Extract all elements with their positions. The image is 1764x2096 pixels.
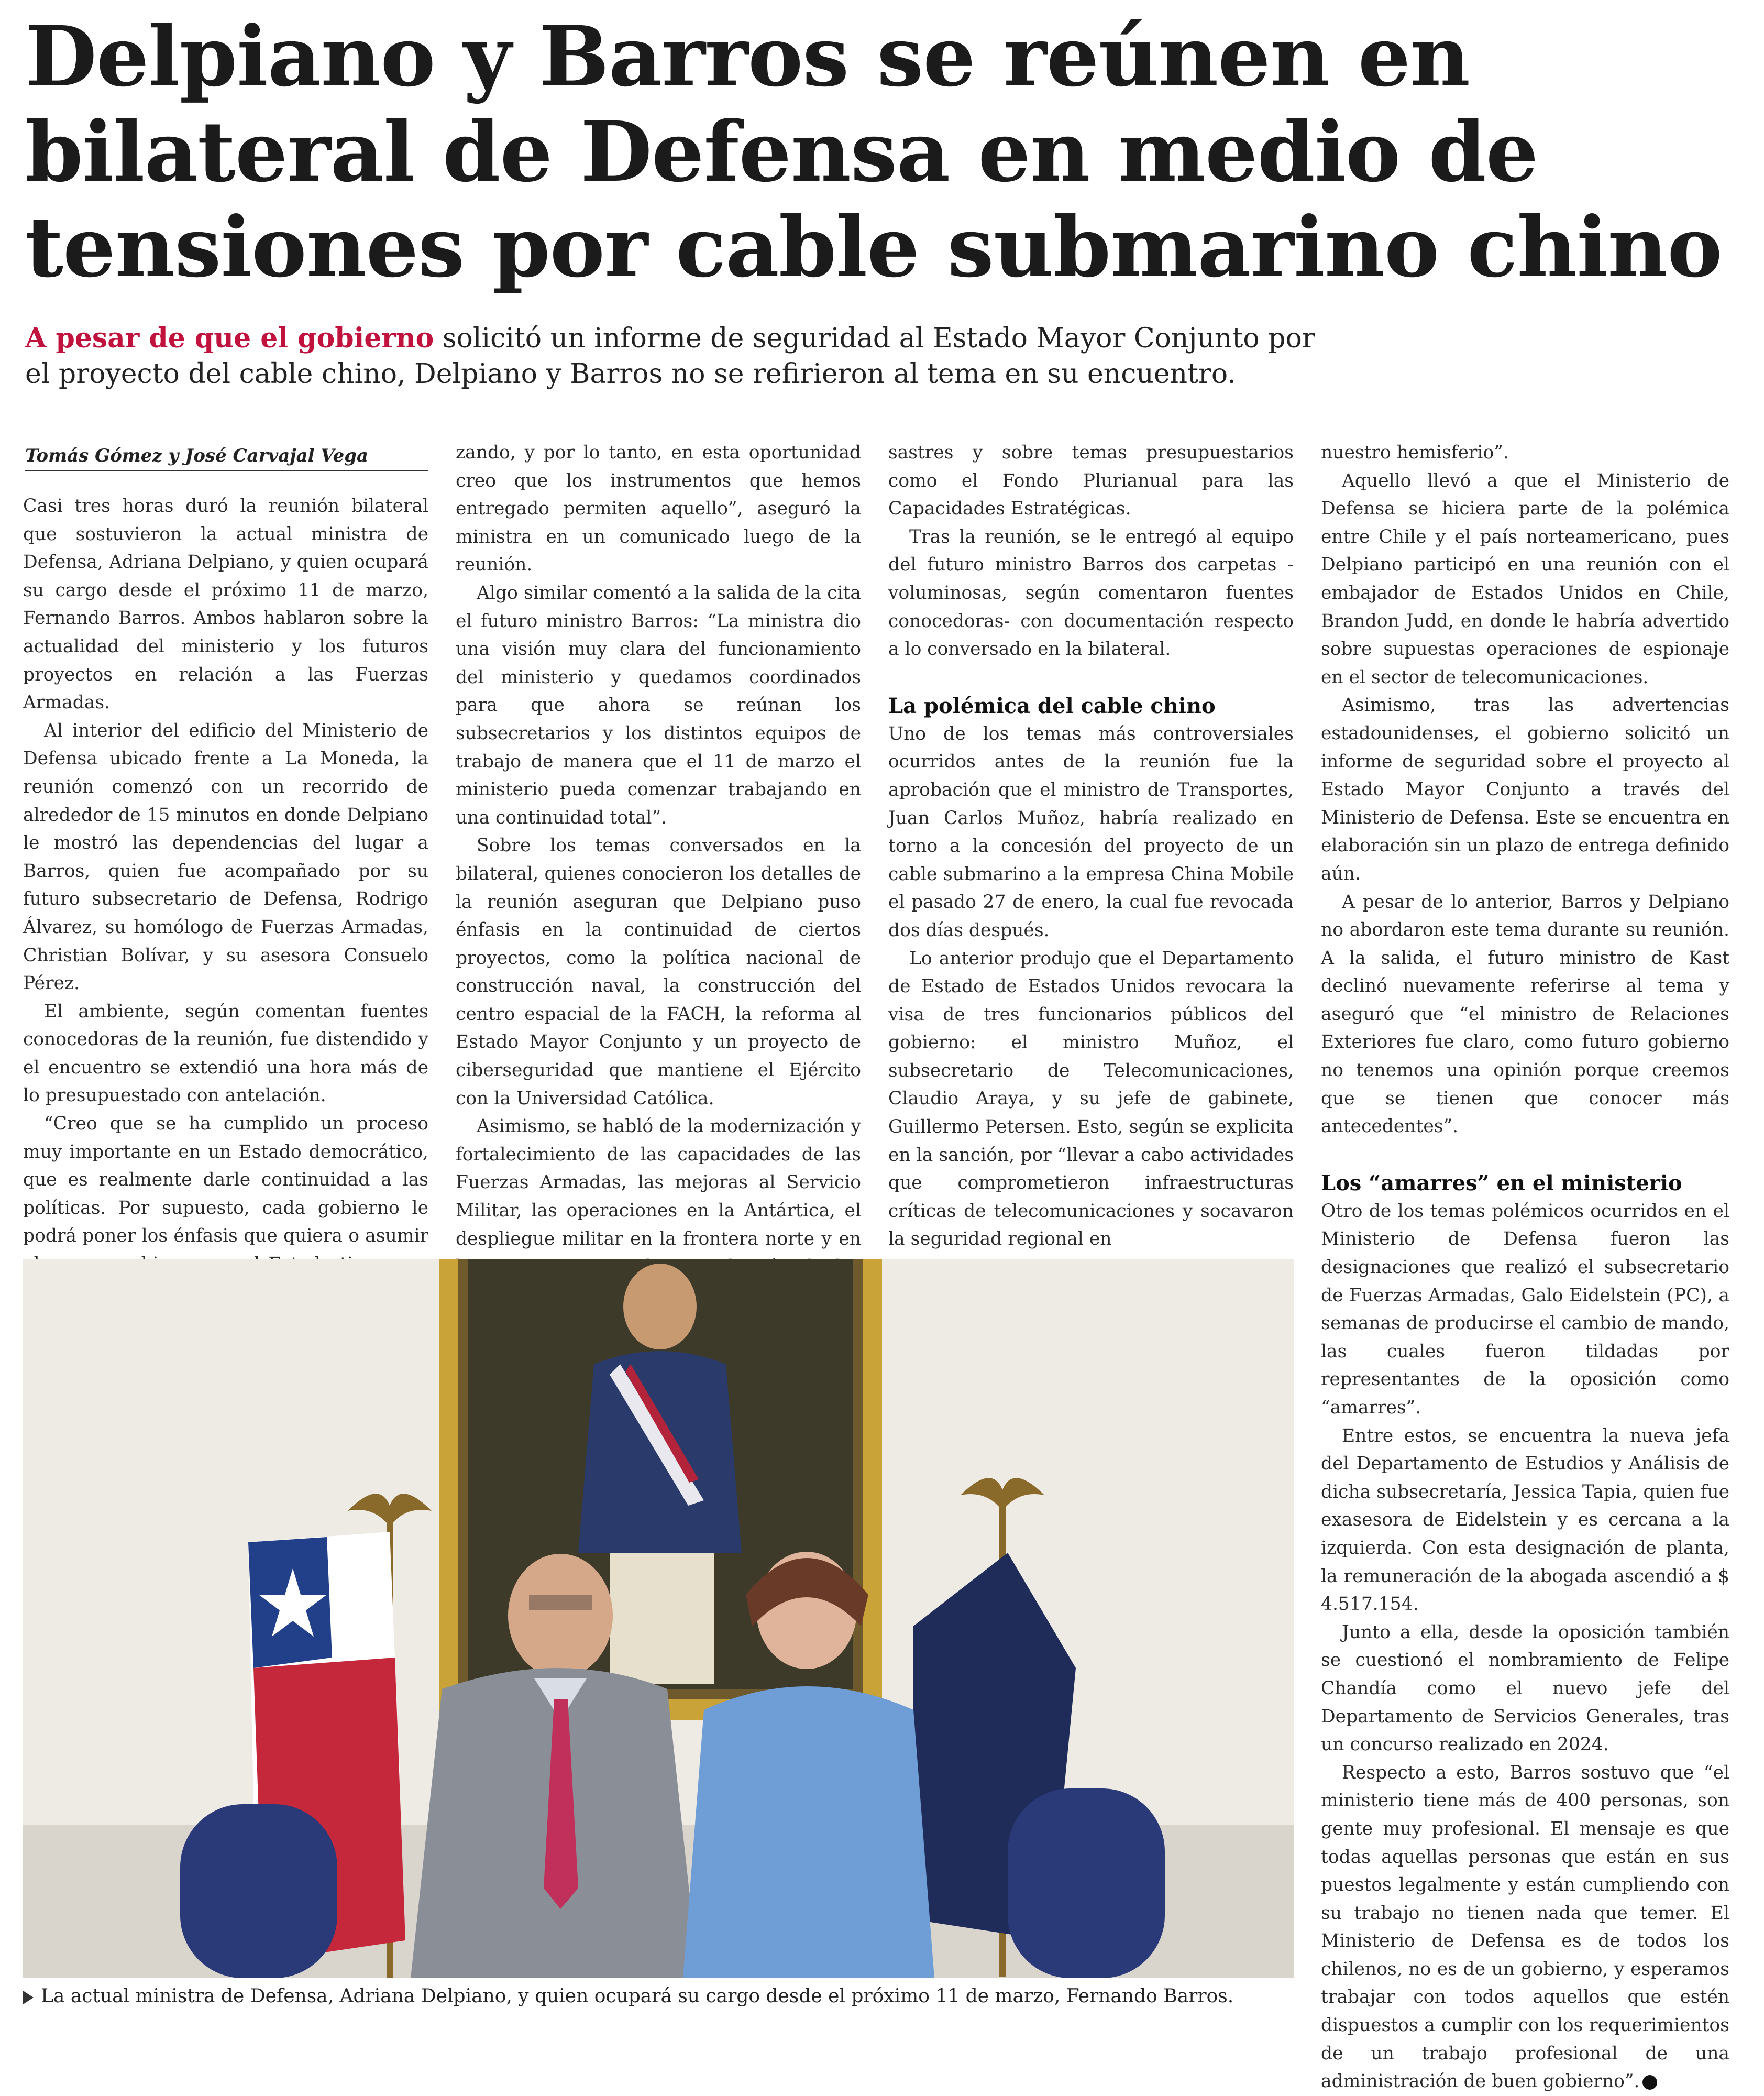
paragraph: Asimismo, se habló de la modernización y fortalecimiento de las capacidades de las Fuerzas Armadas, las mejoras al Servicio Militar, las operaciones en la Antártica, el despliegue militar en la frontera norte y en: [456, 1116, 861, 1249]
headline-line: tensiones por cable submarino chino: [25, 199, 1722, 296]
paragraph: Casi tres horas duró la reunión bilateral que sostuvieron la actual ministra de Defensa, Adriana Delpiano, y quien ocupará su cargo desde el próximo 11 de marzo, Fernando Barros. Ambos hablaron sobre la actualidad del ministerio y los futuros proyectos en relación a las Fuerzas Armadas.: [23, 496, 428, 714]
paragraph: Tras la reunión, se le entregó al equipo del futuro ministro Barros dos carpetas -voluminosas, según comentaron fuentes conocedoras- con documentación respecto a lo conversado en la bilateral.: [888, 526, 1294, 660]
article-column-4: [1321, 439, 1729, 2096]
paragraph: zando, y por lo tanto, en esta oportunidad creo que los instrumentos que hemos entregado permiten aquello”, aseguró la ministra en un comunicado luego de la reunión.: [456, 442, 861, 576]
paragraph: Respecto a esto, Barros sostuvo que “el ministerio tiene más de 400 personas, son gente muy profesional. El mensaje es que todas aquellas personas que están en sus puestos legalmente y están cumpliendo con su trabajo no tienen nada que temer. El Ministerio de Defensa es de todos los chilenos, no es de un gobierno, y esperamos trabajar con todos aquellos que estén dispuestos a cumplir con los requerimientos de un trabajo profesional de una administración de buen gobierno”.: [1321, 1762, 1729, 2092]
paragraph: Lo anterior produjo que el Departamento de Estado de Estados Unidos revocara la visa de tres funcionarios públicos del gobierno: el ministro Muñoz, el subsecretario de Telecomunicaciones, Claudio Araya, y su jefe de gabinete, Guillermo Petersen. Esto, según se explicita en la sanción, por “llevar a cabo actividades que comprometieron infraestructuras críticas de telecomunicaciones y socavaron la seguridad regional en: [888, 948, 1294, 1250]
paragraph: Asimismo, tras las advertencias estadounidenses, el gobierno solicitó un informe de seguridad sobre el proyecto al Estado Mayor Conjunto a través del Ministerio de Defensa. Este se encuentra en elaboración sin un plazo de entrega definido aún.: [1321, 695, 1729, 884]
article-column-2: [456, 439, 861, 1309]
paragraph: Algo similar comentó a la salida de la cita el futuro ministro Barros: “La ministra dio una visión muy clara del funcionamiento del ministerio y quedamos coordinados para que ahora se reúnan los subsecretarios y los distintos equipos de trabajo de manera que el 11 de marzo el ministerio pueda comenzar trabajando en una continuidad total”.: [456, 582, 861, 828]
headline: [25, 8, 1722, 296]
deck-highlight: A pesar de que el gobierno: [25, 322, 434, 354]
caption-triangle-icon: [23, 1991, 34, 2004]
paragraph: Otro de los temas polémicos ocurridos en el Ministerio de Defensa fueron las designaciones que realizó el subsecretario de Fuerzas Armadas, Galo Eidelstein (PC), a semanas de producirse el cambio de mando, las cuales fueron tildadas por representantes de la oposición como “amarres”.: [1321, 1200, 1729, 1418]
headline-line: bilateral de Defensa en medio de: [25, 104, 1538, 201]
photo-caption: [23, 1984, 1294, 2009]
paragraph: El ambiente, según comentan fuentes conocedoras de la reunión, fue distendido y el encuentro se extendió una hora más de lo presupuestado con antelación.: [23, 1001, 428, 1106]
byline: Tomás Gómez y José Carvajal Vega: [25, 444, 428, 471]
deck-summary: [25, 321, 1387, 392]
paragraph: A pesar de lo anterior, Barros y Delpiano no abordaron este tema durante su reunión. A la salida, el futuro ministro de Kast declinó nuevamente referirse al tema y aseguró que “el ministro de Relaciones Exteriores fue claro, como futuro gobierno no tenemos una opinión porque creemos que se tienen que conocer más antecedentes”.: [1321, 891, 1729, 1137]
headline-line: Delpiano y Barros se reúnen en: [25, 8, 1470, 105]
paragraph: Aquello llevó a que el Ministerio de Defensa se hiciera parte de la polémica entre Chile y el país norteamericano, pues Delpiano participó en una reunión con el embajador de Estados Unidos en Chile, Brandon Judd, en donde le habría advertido sobre supuestas operaciones de espionaje en el sector de telecomunicaciones.: [1321, 470, 1729, 688]
paragraph: sastres y sobre temas presupuestarios como el Fondo Plurianual para las Capacidades Estratégicas.: [888, 442, 1294, 520]
paragraph: Junto a ella, desde la oposición también se cuestionó el nombramiento de Felipe Chandía como el nuevo jefe del Departamento de Servicios Generales, tras un concurso realizado en 2024.: [1321, 1621, 1729, 1755]
paragraph: nuestro hemisferio”.: [1321, 442, 1509, 463]
paragraph: Al interior del edificio del Ministerio de Defensa ubicado frente a La Moneda, la reunión comenzó con un recorrido de alrededor de 15 minutos en donde Delpiano le mostró las dependencias del lugar a Barros, quien fue acompañado por su futuro subsecretario de Defensa, Rodrigo Álvarez, su homólogo de Fuerzas Armadas, Christian Bolívar, y su asesora Consuelo Pérez.: [23, 720, 428, 994]
article-column-1: [23, 492, 428, 1307]
paragraph: Entre estos, se encuentra la nueva jefa del Departamento de Estudios y Análisis de dicha subsecretaría, Jessica Tapia, quien fue exasesora de Eidelstein y es cercana a la izquierda. Con esta designación de planta, la remuneración de la abogada ascendió a $ 4.517.154.: [1321, 1425, 1729, 1615]
deck-text: solicitó un informe de seguridad al Estado Mayor Conjunto por: [434, 323, 1315, 354]
article-column-3: [888, 439, 1294, 1254]
paragraph: Sobre los temas conversados en la bilateral, quienes conocieron los detalles de la reunión aseguran que Delpiano puso énfasis en la continuidad de ciertos proyectos, como la política nacional de construcción naval, la construcción del centro espacial de la FACH, la reforma al Estado Mayor Conjunto y un proyecto de ciberseguridad que mantiene el Ejército con la Universidad Católica.: [456, 835, 861, 1109]
paragraph: “Creo que se ha cumplido un proceso muy importante en un Estado democrático, que es realmente darle continuidad a las políticas. Por supuesto, cada gobierno le podrá poner los énfasis que quiera o asumir: [23, 1113, 428, 1247]
section-heading: La polémica del cable chino: [888, 693, 1216, 718]
deck-text: el proyecto del cable chino, Delpiano y Barros no se refirieron al tema en su encuentro.: [25, 358, 1236, 390]
section-heading: Los “amarres” en el ministerio: [1321, 1170, 1682, 1195]
end-mark-icon: [1642, 2075, 1657, 2090]
caption-text: La actual ministra de Defensa, Adriana Delpiano, y quien ocupará su cargo desde el próximo 11 de marzo, Fernando Barros.: [41, 1985, 1234, 2007]
paragraph: Uno de los temas más controversiales ocurridos antes de la reunión fue la aprobación que el ministro de Transportes, Juan Carlos Muñoz, habría realizado en torno a la concesión del proyecto de un cable submarino a la empresa China Mobile el pasado 27 de enero, la cual fue revocada dos días después.: [888, 723, 1294, 941]
article-photo: [23, 1259, 1294, 1978]
